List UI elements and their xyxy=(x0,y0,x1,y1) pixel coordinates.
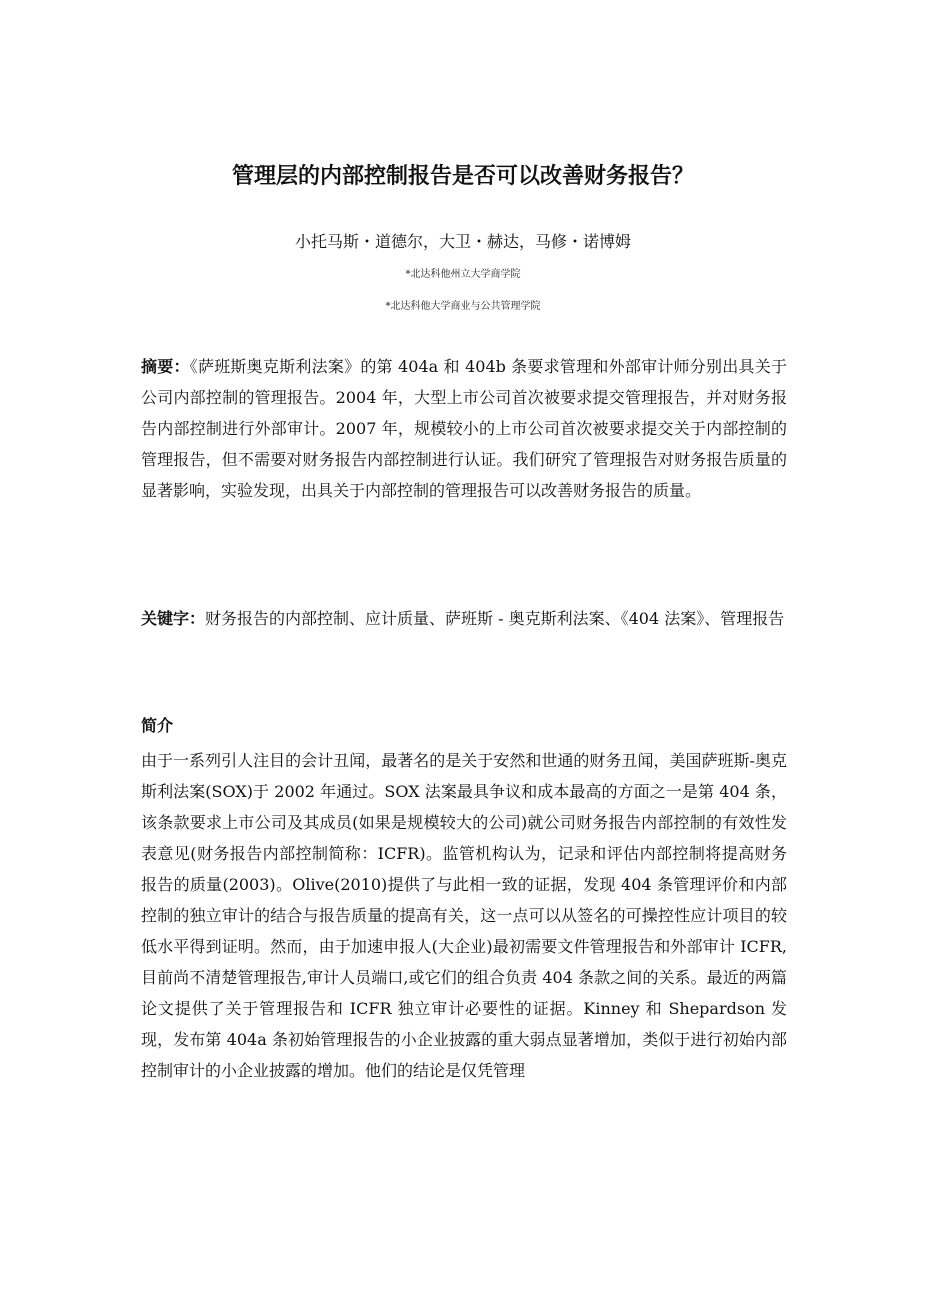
keywords-text: 财务报告的内部控制、应计质量、萨班斯 - 奥克斯利法案、《404 法案》、管理报告 xyxy=(205,609,785,628)
intro-heading: 简介 xyxy=(141,716,174,735)
abstract-paragraph xyxy=(141,351,787,506)
intro-paragraph: 由于一系列引人注目的会计丑闻，最著名的是关于安然和世通的财务丑闻，美国萨班斯-奥克斯利法案(SOX)于 2002 年通过。SOX 法案最具争议和成本最高的方面之一是第 404 条，该条款要求上市公司及其成员(如果是规模较大的公司)就公司财务报告内部控制的有效性发表意见(财务报告内部控制简称：ICFR)。监管机构认为，记录和评估内部控制将提高财务报告的质量(2003)。Olive(2010)提供了与此相一致的证据，发现 404 条管理评价和内部控制的独立审计的结合与报告质量的提高有关，这一点可以从签名的可操控性应计项目的较低水平得到证明。然而，由于加速申报人(大企业)最初需要文件管理报告和外部审计 ICFR,目前尚不清楚管理报告,审计人员端口,或它们的组合负责 404 条款之间的关系。最近的两篇论文提供了关于管理报告和 ICFR 独立审计必要性的证据。Kinney 和 Shepardson 发现，发布第 404a 条初始管理报告的小企业披露的重大弱点显著增加，类似于进行初始内部控制审计的小企业披露的增加。他们的结论是仅凭管理 xyxy=(141,751,787,1080)
abstract-label: 摘要： xyxy=(141,357,190,376)
author-list: 小托马斯・道德尔，大卫・赫达，马修・诺博姆 xyxy=(294,232,631,251)
keywords-paragraph xyxy=(141,603,787,634)
keywords-label: 关键字： xyxy=(141,609,206,628)
paper-title: 管理层的内部控制报告是否可以改善财务报告？ xyxy=(231,164,694,189)
affiliation-1: *北达科他州立大学商学院 xyxy=(405,269,521,280)
affiliation-2: *北达科他大学商业与公共管理学院 xyxy=(385,301,541,312)
abstract-text: 《萨班斯奥克斯利法案》的第 404a 和 404b 条要求管理和外部审计师分别出具关于公司内部控制的管理报告。2004 年，大型上市公司首次被要求提交管理报告，并对财务报告内部控制进行外部审计。2007 年，规模较小的上市公司首次被要求提交关于内部控制的管理报告，但不需要对财务报告内部控制进行认证。我们研究了管理报告对财务报告质量的显著影响，实验发现，出具关于内部控制的管理报告可以改善财务报告的质量。 xyxy=(141,357,787,500)
